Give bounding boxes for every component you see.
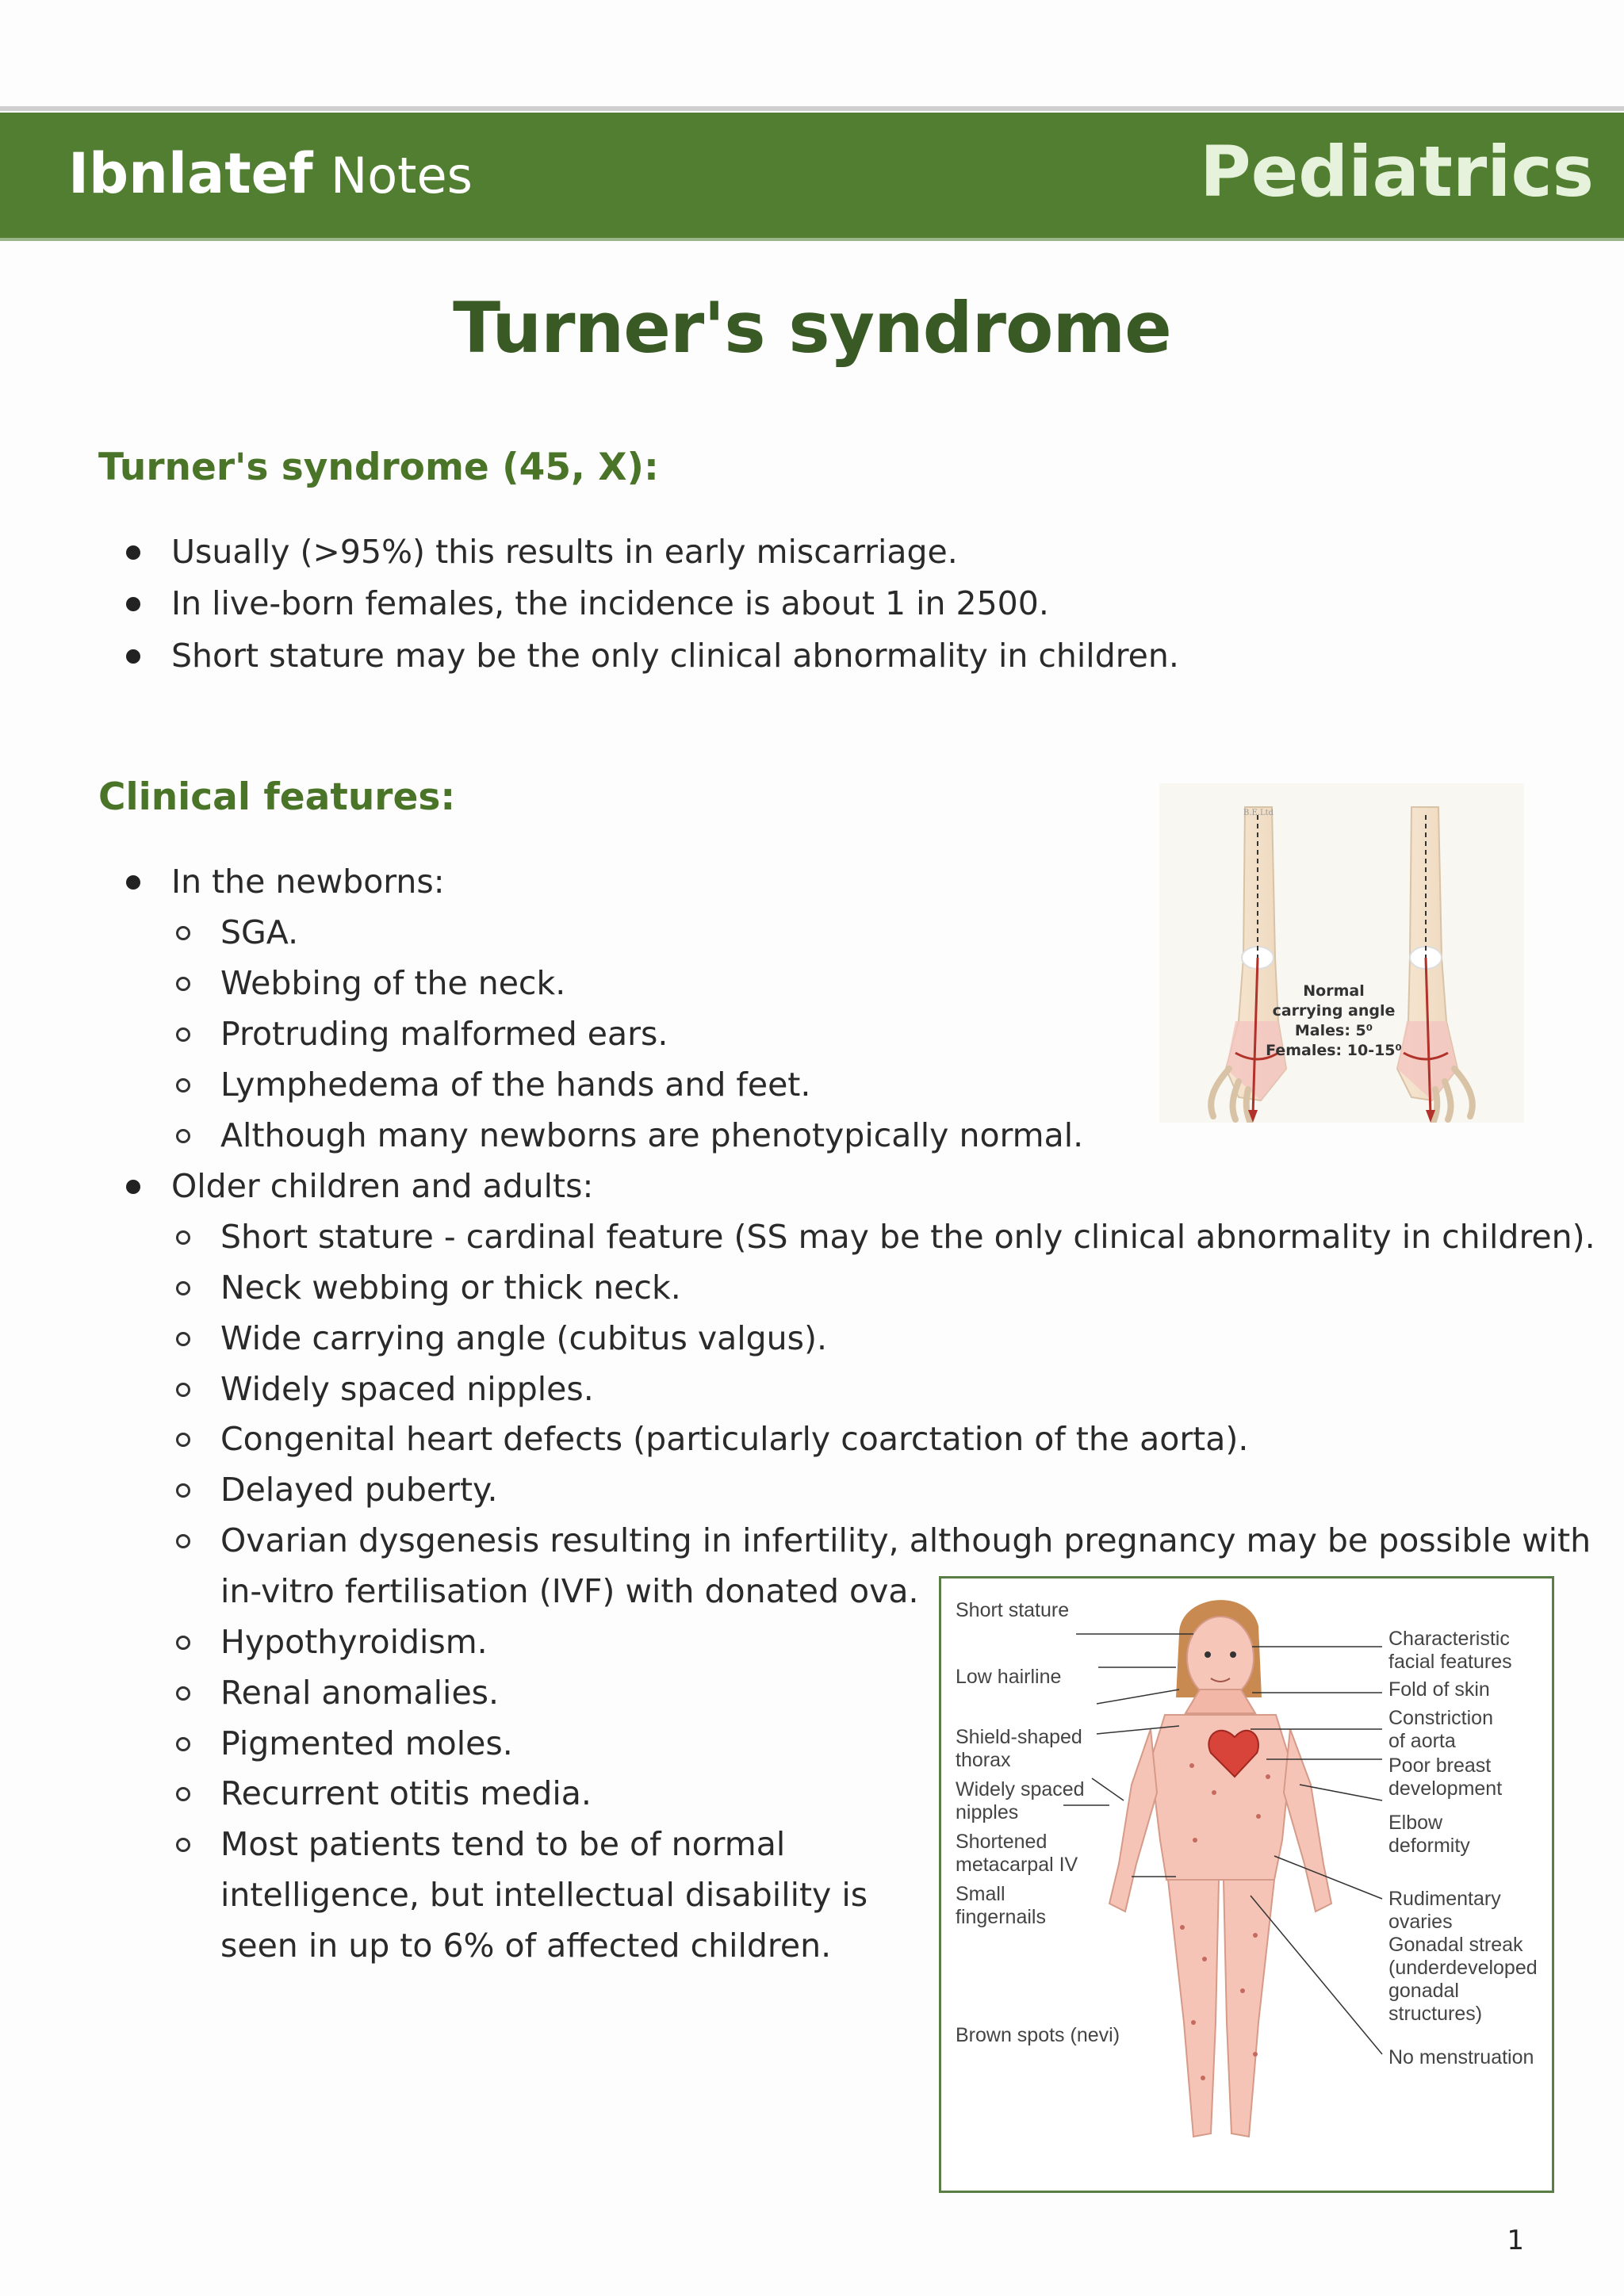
sub-bullet: [176, 1078, 190, 1093]
figure-label: (underdeveloped: [1388, 1957, 1538, 1979]
sub-list-item: Wide carrying angle (cubitus valgus).: [220, 1319, 828, 1357]
sub-list-item: Neck webbing or thick neck.: [220, 1269, 681, 1307]
sub-bullet: [176, 1230, 190, 1245]
caption-line: Males: 5⁰: [1294, 1022, 1373, 1039]
bullet: [126, 597, 140, 611]
turner-body-figure: [939, 1576, 1554, 2193]
sub-list-item: Delayed puberty.: [220, 1471, 498, 1509]
figure-label: Brown spots (nevi): [956, 2024, 1120, 2046]
caption-line: Females: 10-15⁰: [1266, 1042, 1402, 1059]
bullet: [126, 545, 140, 560]
figure-label: thorax: [956, 1749, 1011, 1771]
page-number: 1: [1507, 2225, 1524, 2256]
sub-bullet: [176, 1281, 190, 1295]
sub-list-item: Protruding malformed ears.: [220, 1015, 668, 1053]
bullet: [126, 649, 140, 664]
figure-label: Fold of skin: [1388, 1678, 1490, 1701]
figure-label: Poor breast: [1388, 1755, 1492, 1777]
sub-bullet: [176, 1534, 190, 1548]
subject-title: Pediatrics: [1200, 131, 1594, 212]
figure-label: Rudimentary: [1388, 1888, 1501, 1910]
bullet: [126, 875, 140, 890]
figure-label: metacarpal IV: [956, 1854, 1078, 1876]
sub-list-item: Most patients tend to be of normal: [220, 1825, 786, 1863]
brand-bold: Ibnlatef: [68, 141, 313, 206]
sub-list-item-continued: in-vitro fertilisation (IVF) with donated ova.: [220, 1572, 919, 1610]
sub-bullet: [176, 1686, 190, 1701]
sub-bullet: [176, 1383, 190, 1397]
list-item-newborns: In the newborns:: [171, 863, 445, 901]
sub-list-item: Lymphedema of the hands and feet.: [220, 1066, 811, 1104]
figure-label: facial features: [1388, 1651, 1512, 1673]
figure-label: Constriction: [1388, 1707, 1493, 1729]
sub-bullet: [176, 1129, 190, 1143]
figure-label: Low hairline: [956, 1666, 1062, 1688]
page-title: Turner's syndrome: [453, 287, 1171, 369]
figure-label: fingernails: [956, 1906, 1046, 1928]
sub-list-item: Renal anomalies.: [220, 1674, 500, 1712]
sub-bullet: [176, 1636, 190, 1650]
header-banner: [0, 113, 1624, 241]
sub-list-item: Although many newborns are phenotypically normal.: [220, 1116, 1084, 1154]
carrying-angle-figure: [1159, 783, 1524, 1123]
sub-bullet: [176, 1433, 190, 1447]
sub-list-item: Short stature - cardinal feature (SS may be the only clinical abnormality in children).: [220, 1218, 1595, 1256]
caption-line: carrying angle: [1272, 1002, 1396, 1020]
sub-list-item: Hypothyroidism.: [220, 1623, 488, 1661]
section-heading-clinical-features: Clinical features:: [98, 775, 456, 819]
figure-label: nipples: [956, 1801, 1019, 1823]
list-item-adults: Older children and adults:: [171, 1167, 594, 1205]
figure-label: Short stature: [956, 1599, 1070, 1621]
sub-bullet: [176, 977, 190, 991]
figure-logo: B.E.Ltd: [1243, 809, 1274, 817]
sub-bullet: [176, 1027, 190, 1042]
list-item: Short stature may be the only clinical abnormality in children.: [171, 637, 1179, 675]
figure-label: ovaries: [1388, 1911, 1453, 1933]
figure-label: gonadal: [1388, 1980, 1459, 2002]
sub-bullet: [176, 926, 190, 940]
bullet: [126, 1180, 140, 1194]
figure-label: Elbow: [1388, 1812, 1443, 1834]
sub-list-item-continued: seen in up to 6% of affected children.: [220, 1927, 832, 1965]
sub-list-item: Pigmented moles.: [220, 1724, 513, 1762]
figure-label: Characteristic: [1388, 1628, 1510, 1650]
header-top-rule: [0, 106, 1624, 111]
sub-list-item: Ovarian dysgenesis resulting in infertility, although pregnancy may be possible with: [220, 1521, 1591, 1559]
figure-label: of aorta: [1388, 1730, 1456, 1752]
sub-list-item: Widely spaced nipples.: [220, 1370, 594, 1408]
figure-label: structures): [1388, 2003, 1483, 2025]
figure-label: Widely spaced: [956, 1778, 1085, 1800]
sub-bullet: [176, 1787, 190, 1801]
figure-label: Shortened: [956, 1831, 1048, 1853]
arm-illustration: [1159, 783, 1524, 1123]
sub-list-item: Congenital heart defects (particularly coarctation of the aorta).: [220, 1420, 1249, 1458]
brand-logo: [68, 138, 473, 212]
sub-bullet: [176, 1332, 190, 1346]
list-item: Usually (>95%) this results in early miscarriage.: [171, 533, 958, 571]
sub-bullet: [176, 1737, 190, 1751]
sub-list-item: SGA.: [220, 913, 299, 951]
sub-bullet: [176, 1483, 190, 1498]
figure-label: No menstruation: [1388, 2046, 1534, 2068]
sub-list-item-continued: intelligence, but intellectual disability is: [220, 1876, 868, 1914]
section-heading-definition: Turner's syndrome (45, X):: [98, 446, 659, 489]
figure-label: deformity: [1388, 1835, 1470, 1857]
brand-light: Notes: [330, 147, 473, 205]
sub-bullet: [176, 1838, 190, 1852]
sub-list-item: Webbing of the neck.: [220, 964, 566, 1002]
figure-label: Shield-shaped: [956, 1726, 1082, 1748]
figure-label: development: [1388, 1777, 1503, 1800]
list-item: In live-born females, the incidence is about 1 in 2500.: [171, 584, 1049, 622]
carrying-angle-caption: [1247, 982, 1421, 1061]
figure-label: Gonadal streak: [1388, 1934, 1523, 1956]
sub-list-item: Recurrent otitis media.: [220, 1774, 592, 1812]
caption-line: Normal: [1303, 982, 1365, 1000]
figure-label: Small: [956, 1883, 1005, 1905]
